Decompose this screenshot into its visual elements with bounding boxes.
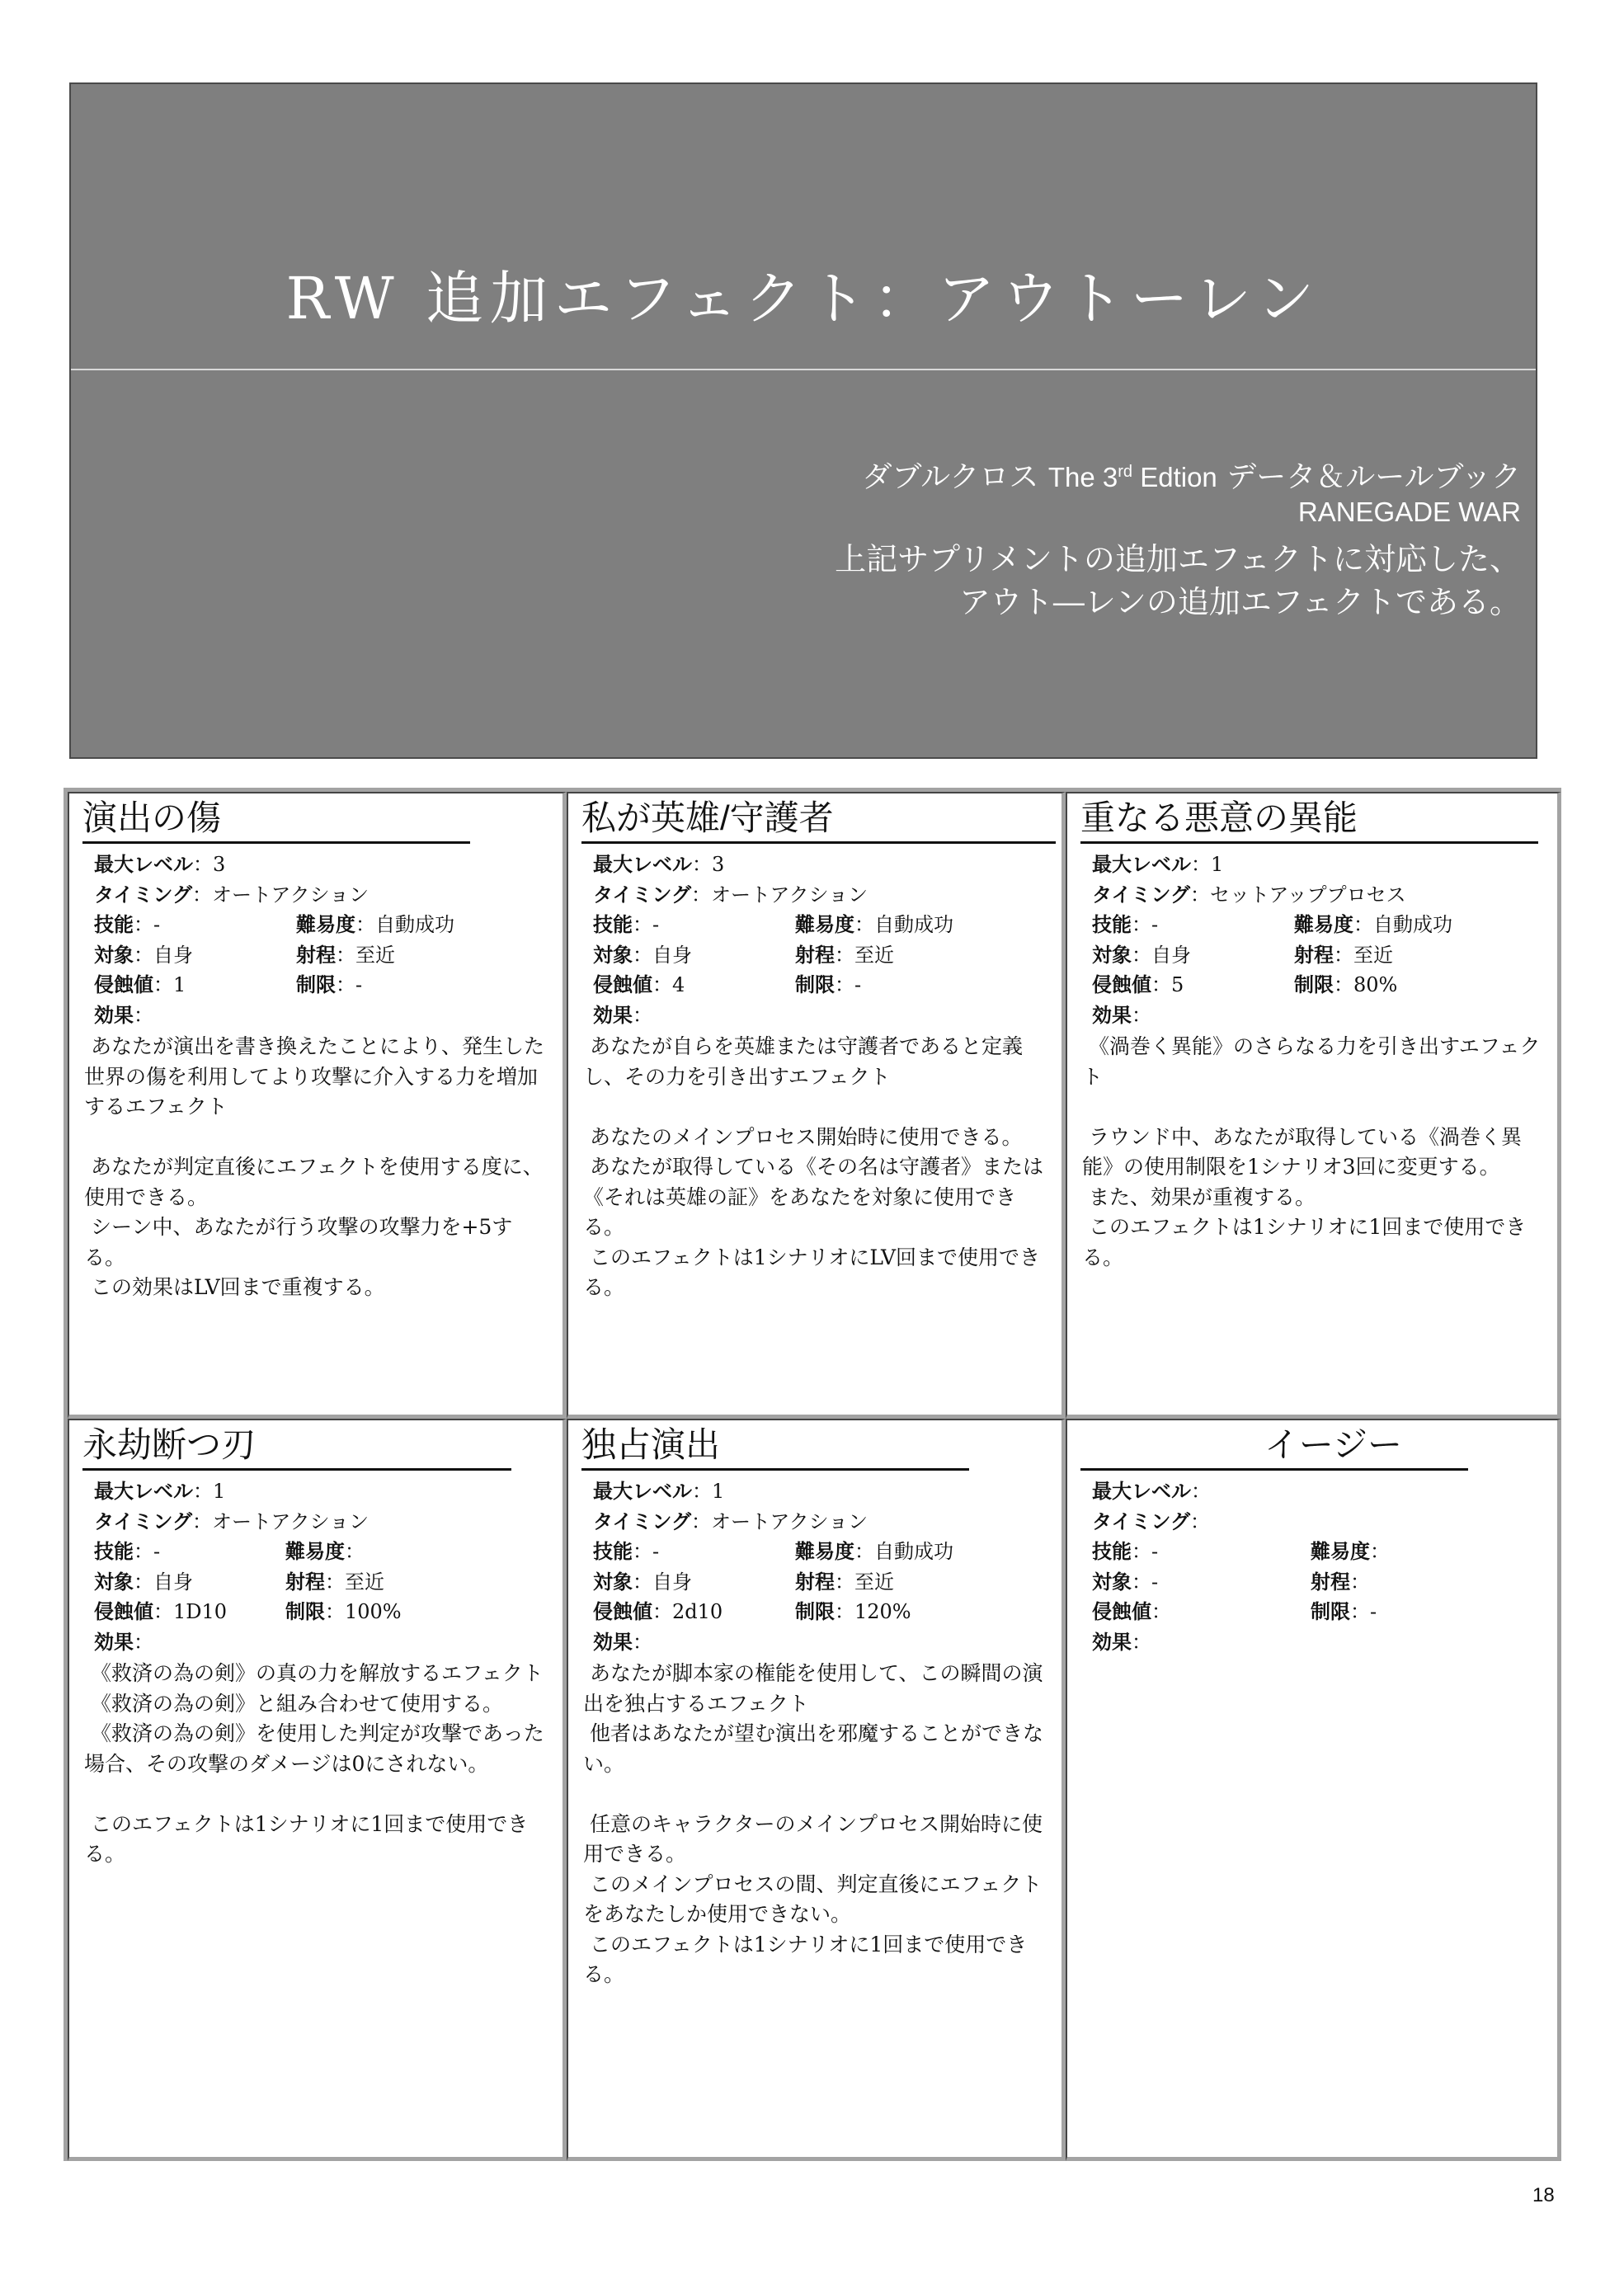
page-title: RW 追加エフェクト：アウトーレン: [285, 265, 1321, 332]
label-range: 射程: [795, 943, 835, 967]
stat-row-erosion: [94, 1597, 539, 1627]
value-target: 自身: [1151, 943, 1191, 967]
book-edition-sup: rd: [1118, 463, 1133, 481]
stat-row-skill: [593, 1537, 1038, 1567]
stat-row-skill: [94, 1537, 539, 1567]
stat-row-max-level: [94, 1476, 539, 1507]
label-colon: ：: [345, 1540, 365, 1563]
label-erosion: 侵蝕値: [593, 1600, 652, 1623]
value-max-level: 3: [213, 853, 226, 876]
value-skill: -: [652, 1540, 660, 1563]
value-range: 至近: [1353, 943, 1393, 967]
effect-name: 永劫断つ刃: [82, 1422, 511, 1471]
label-max_level: 最大レベル: [1092, 1480, 1191, 1503]
banner-divider: [71, 369, 1536, 370]
label-difficulty: 難易度: [795, 913, 854, 936]
label-colon: ：: [692, 853, 712, 876]
effect-description: あなたが演出を書き換えたことにより、発生した世界の傷を利用してより攻撃に介入する力を増加するエフェクト あなたが判定直後にエフェクトを使用する度に、使用できる。 シーン中、あなたが行う攻撃の攻撃力を+5する。 この効果はLV回まで重複する。: [84, 1034, 544, 1299]
value-target: 自身: [652, 1570, 692, 1594]
value-difficulty: 自動成功: [874, 913, 953, 936]
label-colon: ：: [835, 1600, 854, 1623]
label-limit: 制限: [795, 1600, 835, 1623]
effect-stats: [593, 850, 1038, 1030]
value-target: 自身: [153, 1570, 193, 1594]
label-colon: ：: [1350, 1600, 1370, 1623]
label-colon: ：: [633, 943, 652, 967]
label-timing: タイミング: [1092, 1509, 1191, 1533]
label-colon: ：: [134, 1630, 153, 1654]
stat-row-max-level: [94, 850, 539, 880]
value-max-level: 1: [213, 1480, 226, 1503]
stat-row-max-level: [1092, 1476, 1537, 1507]
effect-card: [1066, 1419, 1561, 2161]
label-difficulty: 難易度: [296, 913, 355, 936]
label-skill: 技能: [94, 913, 134, 936]
value-limit: 100%: [345, 1600, 402, 1623]
label-erosion: 侵蝕値: [94, 973, 153, 996]
stat-row-timing: [1092, 880, 1537, 911]
label-range: 射程: [285, 1570, 325, 1594]
value-range: 至近: [854, 943, 894, 967]
label-colon: ：: [355, 913, 375, 936]
value-range: 至近: [345, 1570, 384, 1594]
label-colon: ：: [835, 973, 854, 996]
value-timing: オートアクション: [711, 883, 868, 906]
label-max_level: 最大レベル: [94, 1480, 193, 1503]
label-effect: 効果: [94, 1003, 134, 1027]
label-limit: 制限: [1311, 1600, 1350, 1623]
stat-row-erosion: [1092, 970, 1537, 1001]
label-colon: ：: [153, 1600, 173, 1623]
label-colon: ：: [1350, 1570, 1370, 1594]
stat-row-erosion: [94, 970, 539, 1001]
stat-row-timing: [593, 880, 1038, 911]
value-limit: -: [1370, 1600, 1377, 1623]
banner-description-line2: アウト―レンの追加エフェクトである。: [958, 584, 1521, 620]
label-colon: ：: [134, 1540, 153, 1563]
effect-card-grid: [64, 788, 1561, 2161]
label-erosion: 侵蝕値: [593, 973, 652, 996]
label-colon: ：: [1190, 1509, 1211, 1533]
label-colon: ：: [835, 1570, 854, 1594]
value-skill: -: [153, 1540, 161, 1563]
label-colon: ：: [134, 1570, 153, 1594]
label-colon: ：: [1370, 1540, 1390, 1563]
effect-name: 私が英雄/守護者: [581, 795, 1056, 844]
stat-row-skill: [593, 910, 1038, 940]
label-limit: 制限: [1294, 973, 1334, 996]
effect-stats: [94, 850, 539, 1030]
label-colon: ：: [1334, 943, 1353, 967]
stat-row-erosion: [1092, 1597, 1537, 1627]
label-colon: ：: [633, 1630, 652, 1654]
effect-description: あなたが脚本家の権能を使用して、この瞬間の演出を独占するエフェクト 他者はあなたが望む演出を邪魔することができない。 任意のキャラクターのメインプロセス開始時に使用できる。 このメインプロセスの間、判定直後にエフェクトをあなたしか使用できない。 このエフェクトは1シナリオに1回まで使用できる。: [583, 1661, 1043, 1986]
label-erosion: 侵蝕値: [1092, 973, 1151, 996]
value-max-level: 1: [1211, 853, 1224, 876]
label-effect: 効果: [94, 1630, 134, 1654]
label-timing: タイミング: [94, 883, 193, 906]
effect-description: あなたが自らを英雄または守護者であると定義し、その力を引き出すエフェクト あなたのメインプロセス開始時に使用できる。 あなたが取得している《その名は守護者》または《それは英雄の証》をあなたを対象に使用できる。 このエフェクトは1シナリオにLV回まで使用できる。: [583, 1034, 1043, 1299]
label-colon: ：: [1151, 973, 1171, 996]
label-limit: 制限: [296, 973, 336, 996]
label-colon: ：: [336, 943, 355, 967]
value-skill: -: [153, 913, 161, 936]
label-target: 対象: [94, 943, 134, 967]
label-colon: ：: [1132, 1003, 1151, 1027]
stat-row-effect: [593, 1001, 1038, 1031]
stat-row-effect: [1092, 1627, 1537, 1658]
stat-row-skill: [1092, 1537, 1537, 1567]
label-colon: ：: [1132, 1570, 1151, 1594]
book-edition-the: The 3: [1047, 462, 1118, 492]
stat-row-target: [1092, 1567, 1537, 1598]
stat-row-effect: [593, 1627, 1038, 1658]
label-colon: ：: [325, 1600, 345, 1623]
value-limit: -: [355, 973, 363, 996]
label-skill: 技能: [1092, 1540, 1132, 1563]
label-colon: ：: [854, 1540, 874, 1563]
label-effect: 効果: [593, 1003, 633, 1027]
effect-card: [567, 792, 1066, 1419]
label-limit: 制限: [795, 973, 835, 996]
value-timing: セットアッププロセス: [1210, 883, 1406, 906]
effect-name: 重なる悪意の異能: [1080, 795, 1538, 844]
label-colon: ：: [336, 973, 355, 996]
label-timing: タイミング: [1092, 883, 1191, 906]
label-max_level: 最大レベル: [94, 853, 193, 876]
label-range: 射程: [795, 1570, 835, 1594]
book-series: ダブルクロス: [862, 460, 1048, 494]
label-range: 射程: [296, 943, 336, 967]
value-target: 自身: [153, 943, 193, 967]
label-target: 対象: [593, 943, 633, 967]
title-banner: [69, 82, 1537, 759]
label-skill: 技能: [1092, 913, 1132, 936]
label-colon: ：: [1191, 853, 1211, 876]
value-range: 至近: [355, 943, 395, 967]
value-skill: -: [1151, 1540, 1159, 1563]
value-timing: オートアクション: [212, 1509, 370, 1533]
page-number: 18: [1532, 2184, 1555, 2206]
label-colon: ：: [193, 853, 213, 876]
label-colon: ：: [1132, 1630, 1151, 1654]
label-range: 射程: [1311, 1570, 1350, 1594]
label-colon: ：: [134, 943, 153, 967]
value-skill: -: [652, 913, 660, 936]
label-difficulty: 難易度: [1294, 913, 1353, 936]
label-colon: ：: [1132, 1540, 1151, 1563]
label-erosion: 侵蝕値: [1092, 1600, 1151, 1623]
stat-row-target: [593, 940, 1038, 971]
label-erosion: 侵蝕値: [94, 1600, 153, 1623]
label-colon: ：: [652, 973, 672, 996]
label-colon: ：: [691, 1509, 712, 1533]
stat-row-timing: [94, 880, 539, 911]
banner-subtitle-book: [863, 454, 1521, 496]
label-colon: ：: [325, 1570, 345, 1594]
stat-row-effect: [94, 1627, 539, 1658]
stat-row-effect: [94, 1001, 539, 1031]
stat-row-erosion: [593, 1597, 1038, 1627]
stat-row-timing: [1092, 1507, 1537, 1537]
value-max-level: 3: [712, 853, 725, 876]
value-range: 至近: [854, 1570, 894, 1594]
label-max_level: 最大レベル: [593, 1480, 692, 1503]
label-target: 対象: [593, 1570, 633, 1594]
label-timing: タイミング: [593, 1509, 692, 1533]
label-colon: ：: [835, 943, 854, 967]
label-target: 対象: [1092, 1570, 1132, 1594]
label-target: 対象: [1092, 943, 1132, 967]
stat-row-timing: [94, 1507, 539, 1537]
value-timing: オートアクション: [212, 883, 370, 906]
label-timing: タイミング: [94, 1509, 193, 1533]
value-erosion: 2d10: [672, 1600, 723, 1623]
value-limit: -: [854, 973, 862, 996]
effect-description: 《救済の為の剣》の真の力を解放するエフェクト 《救済の為の剣》と組み合わせて使用する。 《救済の為の剣》を使用した判定が攻撃であった場合、その攻撃のダメージは0にされない。 このエフェクトは1シナリオに1回まで使用できる。: [84, 1661, 544, 1866]
value-skill: -: [1151, 913, 1159, 936]
stat-row-target: [94, 1567, 539, 1598]
label-colon: ：: [633, 1540, 652, 1563]
label-difficulty: 難易度: [1311, 1540, 1370, 1563]
value-timing: オートアクション: [711, 1509, 868, 1533]
label-effect: 効果: [1092, 1630, 1132, 1654]
stat-row-timing: [593, 1507, 1038, 1537]
stat-row-skill: [94, 910, 539, 940]
label-colon: ：: [153, 973, 173, 996]
value-erosion: 1D10: [173, 1600, 228, 1623]
effect-card: [68, 1419, 567, 2161]
value-max-level: 1: [712, 1480, 725, 1503]
label-difficulty: 難易度: [285, 1540, 345, 1563]
label-colon: ：: [1132, 943, 1151, 967]
effect-name: イージー: [1080, 1422, 1468, 1471]
value-difficulty: 自動成功: [375, 913, 454, 936]
label-colon: ：: [1151, 1600, 1171, 1623]
label-colon: ：: [691, 883, 712, 906]
label-colon: ：: [633, 913, 652, 936]
label-colon: ：: [1190, 883, 1211, 906]
value-erosion: 1: [173, 973, 186, 996]
label-range: 射程: [1294, 943, 1334, 967]
effect-card: [1066, 792, 1561, 1419]
effect-name: 演出の傷: [82, 795, 470, 844]
value-target: 自身: [652, 943, 692, 967]
effect-card: [567, 1419, 1066, 2161]
effect-stats: [593, 1476, 1038, 1657]
label-skill: 技能: [593, 913, 633, 936]
stat-row-target: [94, 940, 539, 971]
label-max_level: 最大レベル: [1092, 853, 1191, 876]
label-limit: 制限: [285, 1600, 325, 1623]
label-colon: ：: [193, 1480, 213, 1503]
effect-stats: [1092, 850, 1537, 1030]
effect-description: 《渦巻く異能》のさらなる力を引き出すエフェクト ラウンド中、あなたが取得している《渦巻く異能》の使用制限を1シナリオ3回に変更する。 また、効果が重複する。 このエフェクトは1シナリオに1回まで使用できる。: [1082, 1034, 1541, 1269]
label-difficulty: 難易度: [795, 1540, 854, 1563]
value-limit: 80%: [1353, 973, 1398, 996]
label-colon: ：: [652, 1600, 672, 1623]
label-colon: ：: [192, 1509, 213, 1533]
stat-row-max-level: [1092, 850, 1537, 880]
value-erosion: 4: [672, 973, 685, 996]
label-colon: ：: [1191, 1480, 1211, 1503]
label-colon: ：: [854, 913, 874, 936]
book-kind: データ＆ルールブック: [1217, 460, 1521, 494]
label-colon: ：: [692, 1480, 712, 1503]
label-colon: ：: [633, 1003, 652, 1027]
value-limit: 120%: [854, 1600, 911, 1623]
stat-row-target: [593, 1567, 1038, 1598]
effect-name: 独占演出: [581, 1422, 969, 1471]
label-colon: ：: [1353, 913, 1373, 936]
value-difficulty: 自動成功: [874, 1540, 953, 1563]
label-target: 対象: [94, 1570, 134, 1594]
label-timing: タイミング: [593, 883, 692, 906]
value-difficulty: 自動成功: [1373, 913, 1452, 936]
stat-row-erosion: [593, 970, 1038, 1001]
effect-card: [68, 792, 567, 1419]
book-edition: [1048, 462, 1217, 492]
label-colon: ：: [192, 883, 213, 906]
stat-row-target: [1092, 940, 1537, 971]
stat-row-max-level: [593, 850, 1038, 880]
label-effect: 効果: [1092, 1003, 1132, 1027]
label-colon: ：: [1132, 913, 1151, 936]
label-colon: ：: [633, 1570, 652, 1594]
label-skill: 技能: [94, 1540, 134, 1563]
label-skill: 技能: [593, 1540, 633, 1563]
banner-description-line1: 上記サプリメントの追加エフェクトに対応した、: [835, 541, 1521, 577]
banner-subtitle-supplement: RANEGADE WAR: [1297, 497, 1521, 527]
stat-row-effect: [1092, 1001, 1537, 1031]
value-target: -: [1151, 1570, 1159, 1594]
stat-row-max-level: [593, 1476, 1038, 1507]
value-erosion: 5: [1171, 973, 1184, 996]
book-edition-ed: Edtion: [1132, 462, 1217, 492]
effect-stats: [1092, 1476, 1537, 1657]
stat-row-skill: [1092, 910, 1537, 940]
label-max_level: 最大レベル: [593, 853, 692, 876]
label-colon: ：: [134, 1003, 153, 1027]
label-colon: ：: [1334, 973, 1353, 996]
effect-stats: [94, 1476, 539, 1657]
label-effect: 効果: [593, 1630, 633, 1654]
label-colon: ：: [134, 913, 153, 936]
